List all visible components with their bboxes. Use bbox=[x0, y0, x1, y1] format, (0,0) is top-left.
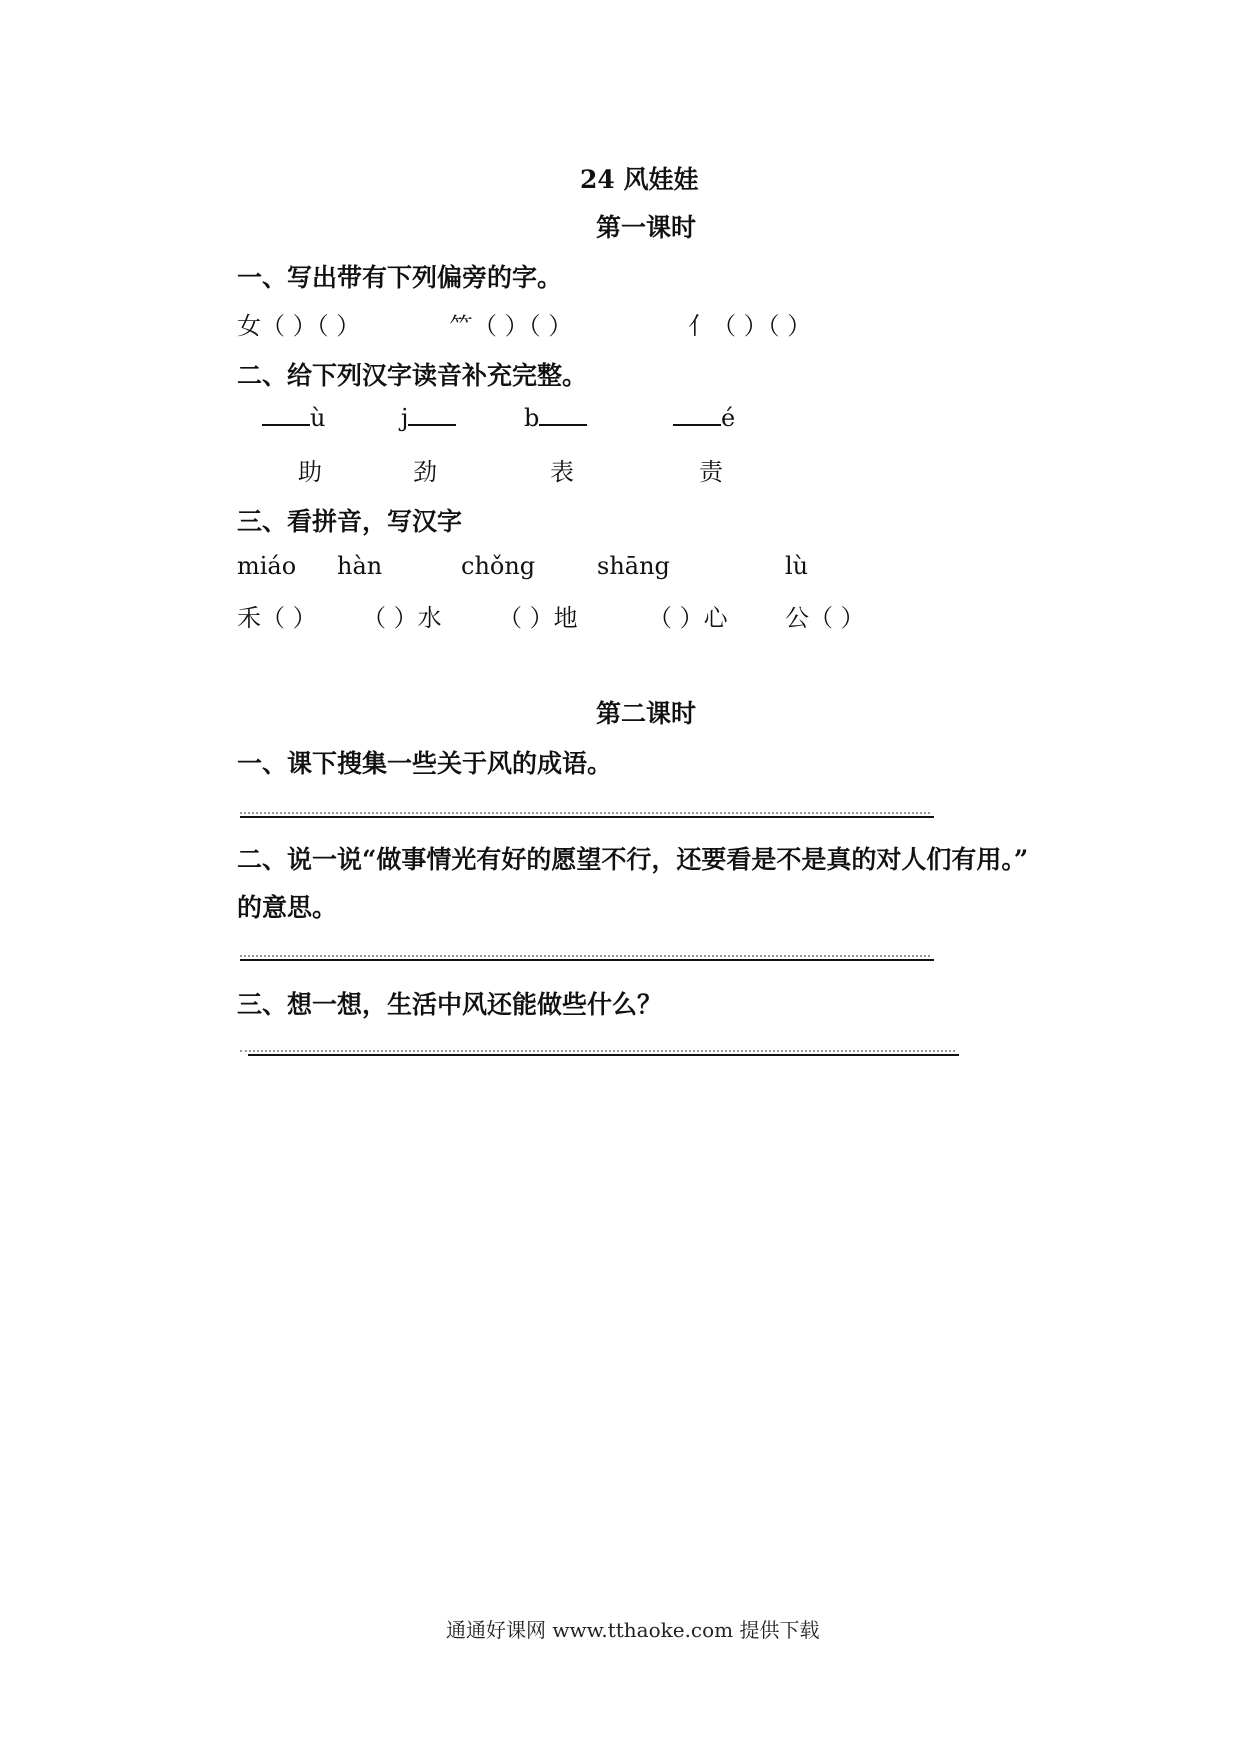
word-blank[interactable]: 公（ ） bbox=[785, 604, 865, 632]
pinyin: hàn bbox=[337, 552, 383, 580]
l1-q1-label: 一、写出带有下列偏旁的字。 bbox=[237, 263, 563, 292]
pinyin-fill-2: j bbox=[401, 404, 456, 432]
pinyin-fill-4: é bbox=[673, 404, 735, 432]
l2-q2-label-line1: 二、说一说“做事情光有好的愿望不行，还要看是不是真的对人们有用。” bbox=[237, 845, 1029, 874]
final-blank[interactable] bbox=[408, 404, 456, 426]
l2-q2-label-line2: 的意思。 bbox=[237, 893, 338, 922]
answer-line[interactable] bbox=[240, 816, 934, 818]
l2-q3-label: 三、想一想，生活中风还能做些什么？ bbox=[237, 990, 663, 1019]
lesson1-heading: 第一课时 bbox=[596, 213, 697, 242]
initial-blank[interactable] bbox=[262, 404, 310, 426]
pinyin: miáo bbox=[237, 552, 297, 580]
dotted-guide bbox=[240, 812, 930, 814]
footer-text: 通通好课网 www.tthaoke.com 提供下载 bbox=[446, 1618, 820, 1642]
pinyin: shāng bbox=[597, 552, 670, 580]
char: 表 bbox=[550, 458, 574, 486]
radical: 女 bbox=[237, 312, 261, 340]
char: 责 bbox=[699, 458, 723, 486]
l1-q3-label: 三、看拼音，写汉字 bbox=[237, 507, 463, 536]
l1-q1-item bbox=[449, 306, 572, 341]
initial-blank[interactable] bbox=[673, 404, 721, 426]
final-blank[interactable] bbox=[539, 404, 587, 426]
blank-pair[interactable]: （ ）（ ） bbox=[712, 312, 812, 340]
word-blank[interactable]: （ ）心 bbox=[648, 604, 728, 632]
radical: 亻 bbox=[688, 312, 712, 340]
page-title: 24 风娃娃 bbox=[580, 165, 699, 194]
word-blank[interactable]: （ ）地 bbox=[498, 604, 578, 632]
answer-line[interactable] bbox=[248, 1054, 959, 1056]
char: 助 bbox=[298, 458, 322, 486]
char: 劲 bbox=[413, 458, 437, 486]
blank-pair[interactable]: （ ）（ ） bbox=[261, 312, 361, 340]
lesson2-heading: 第二课时 bbox=[596, 699, 697, 728]
word-blank[interactable]: 禾（ ） bbox=[237, 604, 317, 632]
l1-q2-label: 二、给下列汉字读音补充完整。 bbox=[237, 361, 588, 390]
word-blank[interactable]: （ ）水 bbox=[362, 604, 442, 632]
radical: ⺮ bbox=[449, 312, 473, 340]
dotted-guide bbox=[240, 1050, 955, 1052]
l1-q1-item bbox=[237, 306, 360, 341]
pinyin-fill-3: b bbox=[524, 404, 587, 432]
pinyin: lù bbox=[785, 552, 809, 580]
pinyin: chǒng bbox=[461, 552, 536, 580]
blank-pair[interactable]: （ ）（ ） bbox=[473, 312, 573, 340]
answer-line[interactable] bbox=[240, 959, 934, 961]
dotted-guide bbox=[240, 955, 930, 957]
l1-q1-item bbox=[688, 306, 811, 341]
l2-q1-label: 一、课下搜集一些关于风的成语。 bbox=[237, 749, 613, 778]
pinyin-fill-1: ù bbox=[262, 404, 325, 432]
